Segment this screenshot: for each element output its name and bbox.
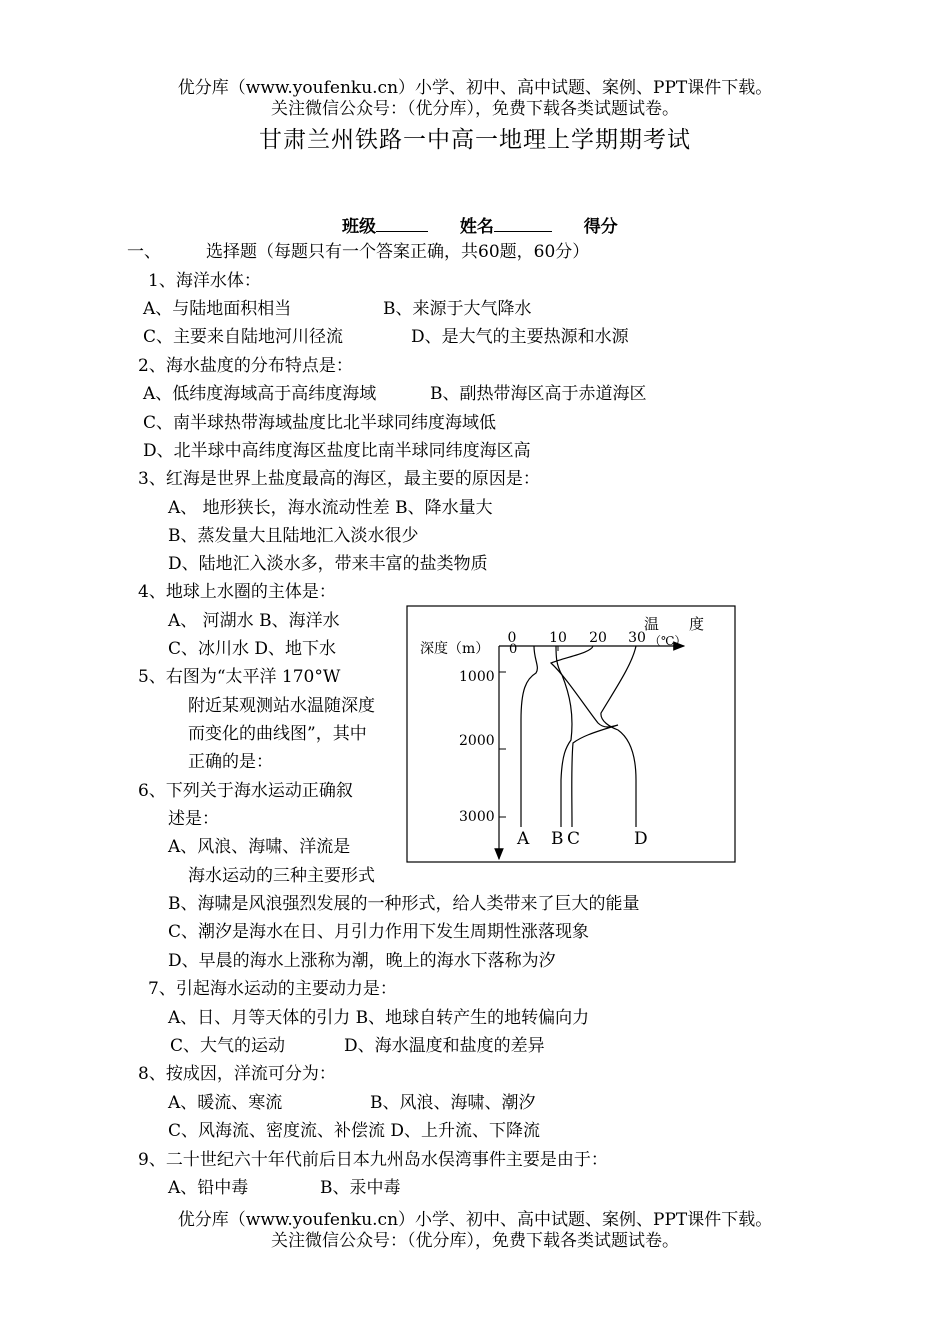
q7-options-ab: A、日、月等天体的引力 B、地球自转产生的地转偏向力	[168, 1008, 590, 1028]
temp-tick-20: 20	[589, 630, 607, 646]
q2-option-c: C、南半球热带海域盐度比北半球同纬度海域低	[143, 413, 497, 433]
class-blank[interactable]	[376, 213, 428, 232]
depth-axis-label: 深度（m）	[420, 641, 490, 657]
name-blank[interactable]	[494, 213, 552, 232]
page-title: 甘肃兰州铁路一中高一地理上学期期考试	[259, 127, 691, 153]
q1-option-a: A、与陆地面积相当	[143, 299, 292, 319]
q3-stem: 3、红海是世界上盐度最高的海区，最主要的原因是：	[138, 469, 540, 489]
q5-stem-3: 而变化的曲线图”，其中	[188, 724, 367, 744]
section-heading: 选择题（每题只有一个答案正确，共60题，60分）	[206, 242, 590, 262]
temp-tick-0: 0	[507, 630, 517, 646]
curve-label-b: B	[551, 829, 564, 849]
q2-option-d: D、北半球中高纬度海区盐度比南半球同纬度海区高	[143, 441, 531, 461]
footer-line-2: 关注微信公众号：（优分库），免费下载各类试题试卷。	[271, 1231, 679, 1251]
q8-stem: 8、按成因，洋流可分为：	[138, 1064, 336, 1084]
q2-option-a: A、低纬度海域高于高纬度海域	[143, 384, 377, 404]
curve-a	[521, 646, 537, 827]
footer-line-1: 优分库（www.youfenku.cn）小学、初中、高中试题、案例、PPT课件下载。	[177, 1210, 773, 1230]
student-info	[342, 213, 618, 238]
q6-option-a-2: 海水运动的三种主要形式	[188, 866, 375, 886]
curve-label-a: A	[517, 829, 530, 849]
depth-tick-1000: 1000	[459, 669, 495, 685]
depth-tick-2000: 2000	[459, 733, 495, 749]
temperature-depth-diagram	[406, 605, 738, 865]
temperature-unit: （℃）	[649, 634, 687, 648]
q6-option-d: D、早晨的海水上涨称为潮，晚上的海水下落称为汐	[168, 951, 556, 971]
q8-option-b: B、风浪、海啸、潮汐	[370, 1093, 536, 1113]
curve-label-d: D	[634, 829, 648, 849]
q9-stem: 9、二十世纪六十年代前后日本九州岛水俣湾事件主要是由于：	[138, 1150, 608, 1170]
q1-option-c: C、主要来自陆地河川径流	[143, 327, 344, 347]
q5-stem-4: 正确的是：	[188, 752, 273, 772]
q6-option-b: B、海啸是风浪强烈发展的一种形式，给人类带来了巨大的能量	[168, 894, 640, 914]
q4-options-ab: A、 河湖水 B、海洋水	[168, 611, 340, 631]
temp-tick-10: 10	[549, 630, 567, 646]
q6-option-c: C、潮汐是海水在日、月引力作用下发生周期性涨落现象	[168, 922, 590, 942]
q8-options-cd: C、风海流、密度流、补偿流 D、上升流、下降流	[168, 1121, 541, 1141]
q6-stem-1: 6、下列关于海水运动正确叙	[138, 781, 353, 801]
q6-option-a-1: A、风浪、海啸、洋流是	[168, 837, 351, 857]
section-number: 一、	[127, 242, 161, 262]
q1-option-d: D、是大气的主要热源和水源	[411, 327, 629, 347]
q6-stem-2: 述是：	[168, 809, 219, 829]
q3-option-d: D、陆地汇入淡水多，带来丰富的盐类物质	[168, 554, 488, 574]
q5-stem-1: 5、右图为“太平洋 170°W	[138, 667, 341, 687]
q7-stem: 7、引起海水运动的主要动力是：	[148, 979, 397, 999]
q1-option-b: B、来源于大气降水	[383, 299, 532, 319]
q7-option-d: D、海水温度和盐度的差异	[344, 1036, 545, 1056]
q1-stem: 1、海洋水体：	[148, 271, 261, 291]
header-line-1: 优分库（www.youfenku.cn）小学、初中、高中试题、案例、PPT课件下载。	[177, 78, 773, 98]
class-label: 班级	[342, 217, 376, 237]
origin-label: 0	[509, 642, 518, 657]
score-label: 得分	[583, 217, 618, 237]
q8-option-a: A、暖流、寒流	[168, 1093, 283, 1113]
header-line-2: 关注微信公众号：（优分库），免费下载各类试题试卷。	[271, 99, 679, 119]
curve-label-c: C	[567, 829, 581, 849]
name-label: 姓名	[459, 217, 494, 237]
depth-tick-3000: 3000	[459, 809, 495, 825]
curve-b	[556, 646, 572, 827]
q3-option-ab: A、 地形狭长，海水流动性差 B、降水量大	[168, 498, 493, 518]
q3-option-b: B、蒸发量大且陆地汇入淡水很少	[168, 526, 419, 546]
q5-stem-2: 附近某观测站水温随深度	[188, 696, 375, 716]
q7-option-c: C、大气的运动	[170, 1036, 286, 1056]
q4-stem: 4、地球上水圈的主体是：	[138, 582, 336, 602]
temp-tick-30: 30	[628, 630, 646, 646]
q2-stem: 2、海水盐度的分布特点是：	[138, 356, 353, 376]
q2-option-b: B、副热带海区高于赤道海区	[430, 384, 647, 404]
q9-option-b: B、汞中毒	[320, 1178, 401, 1198]
temperature-axis-label: 温 度	[644, 615, 705, 633]
q9-option-a: A、铅中毒	[168, 1178, 249, 1198]
q4-options-cd: C、冰川水 D、地下水	[168, 639, 337, 659]
curve-d	[601, 646, 636, 827]
